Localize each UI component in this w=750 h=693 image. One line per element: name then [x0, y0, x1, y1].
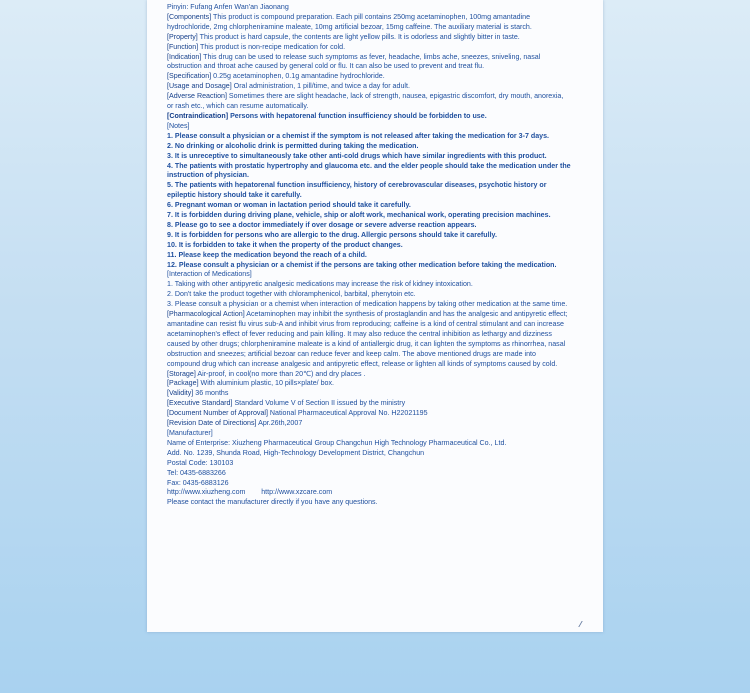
- note-item: 11. Please keep the medication beyond the reach of a child.: [167, 250, 367, 259]
- manufacturer-line: Add. No. 1239, Shunda Road, High-Technology Development District, Changchun: [167, 448, 425, 457]
- manufacturer-line: Fax: 0435-6883126: [167, 478, 229, 487]
- manufacturer-line: Postal Code: 130103: [167, 458, 234, 467]
- contraindication-section: [Contraindication] Persons with hepatorenal function insufficiency should be forbidden to use.: [167, 111, 487, 120]
- indication-section: [Indication] This drug can be used to release such symptoms as fever, headache, limbs ache, sneezes, sniveling, nasal obstruction and throat ache caused by general cold or flu. It can also be used to prevent and treat flu.: [167, 52, 541, 71]
- note-item: 3. It is unreceptive to simultaneously take other anti-cold drugs which have similar ingredients with this product.: [167, 151, 547, 160]
- note-item: 6. Pregnant woman or woman in lactation period should take it carefully.: [167, 201, 411, 210]
- specification-section: [Specification] 0.25g acetaminophen, 0.1g amantadine hydrochloride.: [167, 72, 385, 81]
- usage-section: [Usage and Dosage] Oral administration, 1 pill/time, and twice a day for adult.: [167, 82, 410, 91]
- notes-section: [167, 122, 571, 271]
- note-item: 2. No drinking or alcoholic drink is permitted during taking the medication.: [167, 141, 419, 150]
- interaction-heading: [Interaction of Medications]: [167, 270, 252, 279]
- leaflet-text: [147, 0, 571, 508]
- manufacturer-section: [167, 429, 571, 508]
- interaction-item: 2. Don't take the product together with chloramphenicol, barbital, phenytoin etc.: [167, 290, 416, 299]
- notes-heading: [Notes]: [167, 121, 190, 130]
- manufacturer-websites: http://www.xiuzheng.com http://www.xzcare.com: [167, 488, 333, 497]
- note-item: 4. The patients with prostatic hypertrophy and glaucoma etc. and the elder people should take the medication under the instruction of physician.: [167, 161, 571, 180]
- pinyin-header: Pinyin: Fufang Anfen Wan'an Jiaonang: [167, 3, 289, 11]
- package-section: [Package] With aluminium plastic, 10 pills×plate/ box.: [167, 379, 335, 388]
- validity-section: [Validity] 36 months: [167, 389, 229, 398]
- note-item: 12. Please consult a physician or a chemist if the persons are taking other medication before taking the medication.: [167, 260, 557, 269]
- note-item: 7. It is forbidden during driving plane, vehicle, ship or aloft work, mechanical work, operating precision machines.: [167, 211, 551, 220]
- manufacturer-heading: [Manufacturer]: [167, 428, 213, 437]
- note-item: 9. It is forbidden for persons who are allergic to the drug. Allergic persons should take it carefully.: [167, 230, 497, 239]
- manufacturer-line: Tel: 0435-6883266: [167, 468, 226, 477]
- function-section: [Function] This product is non-recipe medication for cold.: [167, 42, 346, 51]
- corner-mark: [580, 621, 587, 629]
- components-section: [Components] This product is compound preparation. Each pill contains 250mg acetaminophen, 100mg amantadine hydrochloride, 2mg chlorpheniramine maleate, 10mg artificial bezoar, 15mg caffeine. The auxiliary material is starch.: [167, 12, 532, 31]
- interaction-item: 3. Please consult a physician or a chemist when interaction of medication happens by taking other medication at the same time.: [167, 300, 568, 309]
- revision-date-section: [Revision Date of Directions] Apr.26th,2007: [167, 419, 303, 428]
- pharmacological-section: [Pharmacological Action] Acetaminophen may inhibit the synthesis of prostaglandin and has the analgesic and antipyretic effect; amantadine can resist flu virus sub-A and inhibit virus from reproducing; caffeine is a kind of central stimulant and can increase acetaminophen's effect of fever reducing and pain killing. It may also reduce the central inhibition as lethargy and dizziness caused by other drugs; chlorpheniramine maleate is a kind of antiallergic drug, it can lighten the symptoms as rhinorrhea, nasal obstruction and sneezes; artificial bezoar can reduce fever and keep calm. The above mentioned drugs are made into compound drug which can increase analgesic and antipyretic effect, release or lighten all kinds of symptoms caused by cold.: [167, 310, 568, 368]
- property-section: [Property] This product is hard capsule, the contents are light yellow pills. It is odorless and slightly bitter in taste.: [167, 32, 520, 41]
- interaction-section: [167, 270, 571, 310]
- interaction-item: 1. Taking with other antipyretic analgesic medications may increase the risk of kidney intoxication.: [167, 280, 473, 289]
- instruction-leaflet: [147, 0, 603, 632]
- adverse-reaction-section: [Adverse Reaction] Sometimes there are slight headache, lack of strength, nausea, epigastric discomfort, dry mouth, anorexia, or rash etc., which can resume automatically.: [167, 92, 564, 111]
- note-item: 5. The patients with hepatorenal function insufficiency, history of cerebrovascular diseases, psychotic history or epileptic history should take it carefully.: [167, 181, 547, 200]
- executive-standard-section: [Executive Standard] Standard Volume V of Section II issued by the ministry: [167, 399, 406, 408]
- note-item: 10. It is forbidden to take it when the property of the product changes.: [167, 240, 403, 249]
- storage-section: [Storage] Air-proof, in cool(no more than 20℃) and dry places .: [167, 369, 366, 378]
- note-item: 8. Please go to see a doctor immediately if over dosage or severe adverse reaction appears.: [167, 220, 477, 229]
- note-item: 1. Please consult a physician or a chemist if the symptom is not released after taking the medication for 3-7 days.: [167, 131, 549, 140]
- manufacturer-line: Name of Enterprise: Xiuzheng Pharmaceutical Group Changchun High Technology Pharmaceutical Co., Ltd.: [167, 438, 507, 447]
- manufacturer-line: Please contact the manufacturer directly if you have any questions.: [167, 498, 378, 507]
- approval-number-section: [Document Number of Approval] National Pharmaceutical Approval No. H22021195: [167, 409, 428, 418]
